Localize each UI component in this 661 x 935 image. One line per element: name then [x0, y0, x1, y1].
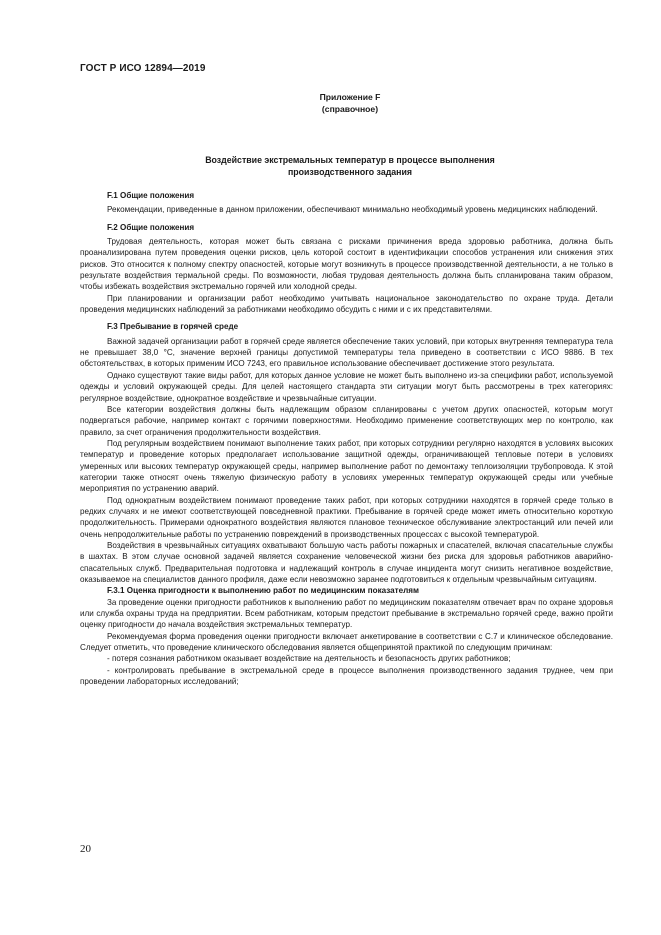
- paragraph: Рекомендации, приведенные в данном приложении, обеспечивают минимально необходимый уровень медицинских наблюдений.: [107, 205, 598, 215]
- paragraph: Под однократным воздействием понимают проведение таких работ, при которых сотрудники находятся в горячей среде только в редких случаях и не имеют соответствующей повседневной практики. Пребывание в горячей среде может иметь относительно короткую продолжительность. Примерами однократного воздействия являются плановое техническое обслуживание электростанций или печей или очень непродолжительные работы по устранению повреждений в производственных процессах с высокой температурой.: [80, 495, 613, 539]
- page-number: 20: [80, 843, 91, 855]
- paragraph: Трудовая деятельность, которая может быть связана с рисками причинения вреда здоровью работника, должна быть проанализирована путем проведения оценки рисков, цель которой состоит в идентификации способов устранения или снижения этих рисков. Это относится к полному спектру опасностей, которые могут возникнуть в процессе производственной деятельности, а не только в результате воздействия термальной среды. По возможности, любая трудовая деятельность должна быть спланирована таким образом, чтобы избежать воздействия экстремально горячей или холодной среды.: [80, 237, 613, 292]
- annex-note: (справочное): [321, 103, 379, 114]
- standard-code-header: ГОСТ Р ИСО 12894—2019: [80, 63, 206, 74]
- document-title: [80, 154, 620, 178]
- paragraph: Все категории воздействия должны быть надлежащим образом спланированы с учетом других опасностей, которым могут подвергаться рабочие, например контакт с горячими поверхностями. Необходимо применение соответствующих мер по контролю, как правило, за счет ограничения продолжительности воздействия.: [80, 404, 613, 437]
- annex-heading: [80, 92, 620, 115]
- section-heading-f1: F.1 Общие положения: [107, 191, 195, 200]
- list-item: - потеря сознания работником оказывает воздействие на деятельность и безопасность других работников;: [107, 654, 511, 664]
- paragraph: Воздействия в чрезвычайных ситуациях охватывают большую часть работы пожарных и спасателей, включая спасательные службы в шахтах. В этом случае основной задачей является сохранение человеческой жизни без риска для здоровья работников аварийно-спасательных служб. Предварительная подготовка и надлежащий контроль в случае инцидента могут снизить негативное воздействие, оказываемое на специалистов данного профиля, даже если невозможно заранее подготовиться к отдельным чрезвычайным ситуациям.: [80, 540, 613, 584]
- paragraph: Под регулярным воздействием понимают выполнение таких работ, при которых сотрудники регулярно находятся в условиях высоких температур и проведение которых предполагает использование защитной одежды, ограничивающей тепловые потери в условиях умеренных или высоких температур окружающей среды, например выполнение работ по демонтажу теплоизоляции трубопровода. К этой категории также относят очень тяжелую физическую работу в условиях умеренных температур окружающей среды или учебные мероприятия по устранению аварий.: [80, 438, 613, 494]
- document-body: [80, 190, 613, 687]
- paragraph: При планировании и организации работ необходимо учитывать национальное законодательство по охране труда. Детали проведения медицинских наблюдений за работниками необходимо обсудить с ними и с их представителями.: [80, 293, 613, 315]
- paragraph: Важной задачей организации работ в горячей среде является обеспечение таких условий, при которых внутренняя температура тела не превышает 38,0 °С, значение верхней границы допустимой температуры тела приведено в соответствии с ИСО 9886. В тех обстоятельствах, в которых применим ИСО 7243, его правильное использование обеспечивает достижение этого результата.: [80, 336, 613, 369]
- section-heading-f3-1: F.3.1 Оценка пригодности к выполнению работ по медицинским показателям: [107, 586, 419, 596]
- paragraph: Рекомендуемая форма проведения оценки пригодности включает анкетирование в соответствии с С.7 и клиническое обследование. Следует отметить, что проведение клинического обследования является общепринятой практикой по следующим причинам:: [80, 631, 613, 653]
- annex-title: Приложение F: [319, 92, 381, 102]
- section-heading-f2: F.2 Общие положения: [107, 222, 195, 232]
- document-title-line-2: производственного задания: [287, 167, 413, 177]
- paragraph: За проведение оценки пригодности работников к выполнению работ по медицинским показателям отвечает врач по охране здоровья или служба охраны труда на предприятии. Всем работникам, которым предстоит пребывание в экстремально горячей среде, важно пройти оценку пригодности до начала воздействия экстремальных температур.: [80, 597, 613, 630]
- section-heading-f3: F.3 Пребывание в горячей среде: [107, 322, 239, 332]
- paragraph: Однако существуют такие виды работ, для которых данное условие не может быть выполнено из-за специфики работ, используемой одежды и условий окружающей среды. Для целей настоящего стандарта эти ситуации могут быть рассмотрены в трех категориях: регулярное воздействие, однократное воздействие и чрезвычайные ситуации.: [80, 370, 613, 403]
- list-item: - контролировать пребывание в экстремальной среде в процессе выполнения производственного задания труднее, чем при проведении лабораторных исследований;: [80, 665, 613, 687]
- document-title-line-1: Воздействие экстремальных температур в процессе выполнения: [205, 155, 495, 165]
